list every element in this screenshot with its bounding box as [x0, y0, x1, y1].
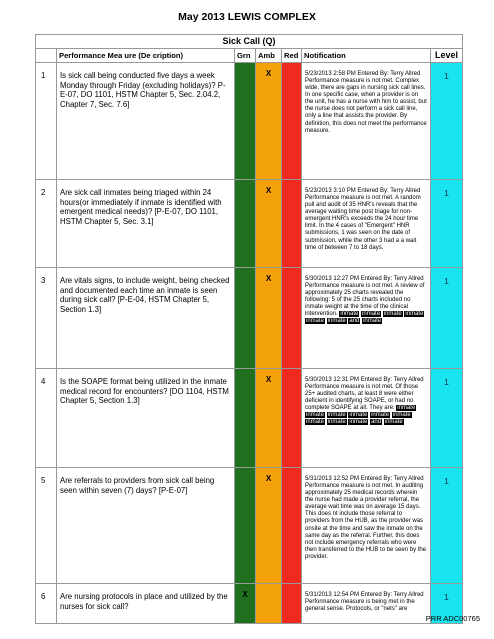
- row-number: 3: [36, 268, 57, 369]
- redacted-name: inmate: [327, 318, 346, 325]
- row-number: 4: [36, 369, 57, 468]
- x-mark: X: [265, 274, 272, 283]
- table-body: [36, 63, 463, 624]
- section-title: Sick Call (Q): [36, 35, 463, 49]
- num-header: [36, 49, 57, 63]
- notification-text: [302, 369, 431, 468]
- level-value: 1: [431, 468, 463, 584]
- redacted-name: inmate: [349, 419, 368, 426]
- amb-cell: [256, 468, 282, 584]
- notification-text: [302, 268, 431, 369]
- grn-cell: [235, 584, 256, 624]
- notification-body: 5/23/2013 2:58 PM Entered By: Terry Allred Performance measure is not met. Complex wide, there are gaps in nursing sick call lines. In one specific case, when a provider is on the unit, he has a nurse with him to assist, but the nurse does not perform a sick call line, only a line that assists the provider. By definition, this does not meet the performance measure.: [305, 71, 427, 134]
- table-row: [36, 468, 463, 584]
- row-number: 1: [36, 63, 57, 180]
- red-cell: [282, 468, 302, 584]
- redacted-name: inmate: [327, 412, 346, 419]
- x-mark: X: [265, 69, 272, 78]
- redacted-name: inmate: [384, 419, 403, 426]
- grn-cell: [235, 468, 256, 584]
- redacted-name: inmate: [383, 311, 402, 318]
- amb-cell: [256, 268, 282, 369]
- x-mark: X: [242, 590, 248, 599]
- notification-body: 5/23/2013 3:10 PM Entered By: Terry Allred Performance measure is not met. A random pull and audit of 35 HNR's reveals that the average waiting time post triage for non-emergent HNR's exceeds the 24 hour time limit. In the 4 cases of "Emergent" HNR submissions, 1 was seen on the date of submission, while the other 3 had a a wait time of between 7 to 18 days.: [305, 188, 421, 251]
- notification-body: 5/30/2013 12:31 PM Entered By: Terry Allred Performance measure is not met. Of those 25+ audited charts, at least 8 were either deficient in identifying SOAPE, or had no complete SOAPE at all. They are:: [305, 377, 424, 412]
- redacted-name: inmate: [349, 412, 368, 419]
- amb-header: Amb: [256, 49, 282, 63]
- redacted-name: inmate: [405, 311, 424, 318]
- amb-cell: [256, 63, 282, 180]
- redacted-name: inmate: [340, 311, 359, 318]
- red-header: Red: [282, 49, 302, 63]
- redacted-name: inmate: [392, 412, 411, 419]
- level-header: Level: [431, 49, 463, 63]
- question-text: Are sick call inmates being triaged within 24 hours(or immediately if inmate is identified with emergent medical needs)? [P-E-07, DO 1101, HSTM Chapter 5, Sec. 3.1]: [57, 180, 235, 268]
- red-cell: [282, 369, 302, 468]
- level-value: 1: [431, 180, 463, 268]
- notification-text: [302, 468, 431, 584]
- redacted-name: inmate: [363, 318, 382, 325]
- notification-header: Notification: [302, 49, 431, 63]
- redacted-name: inmate: [306, 419, 325, 426]
- x-mark: X: [265, 186, 272, 195]
- table-row: [36, 369, 463, 468]
- page-title: May 2013 LEWIS COMPLEX: [178, 11, 316, 23]
- grn-cell: [235, 268, 256, 369]
- x-mark: X: [265, 375, 272, 384]
- grn-cell: [235, 63, 256, 180]
- notification-body: 5/30/2013 12:27 PM Entered By: Terry Allred Performance measure is not met. A review of approximately 25 charts revealed the following: 5 of the 25 charts included no inmate weight at the time of the clinical intervention.: [305, 276, 425, 318]
- notification-text: [302, 584, 431, 624]
- grn-cell: [235, 369, 256, 468]
- notification-body: 5/31/2013 12:52 PM Entered By: Terry Allred Performance measure is not met. In auditing approximately 25 medical records wherein the nurse had made a provider referral, the average wait time was on average 15 days. This does nt include those referral to providers from the HUB, as the provider was onsite at the time and saw the inmate on the same day as the referral. Further, this does not include emergency referrals who were then transferred to the HUB to be seen by the provider.: [305, 476, 427, 560]
- redacted-name: inmate: [397, 405, 416, 412]
- notification-body: 5/31/2013 12:54 PM Entered By: Terry Allred Performance measure is being met in the general sense. Protocols, or "nets" are: [305, 592, 424, 613]
- amb-cell: [256, 180, 282, 268]
- question-text: Are vitals signs, to include weight, being checked and documented each time an inmate is seen during sick call? [P-E-04, HSTM Chapter 5, Section 1.3]: [57, 268, 235, 369]
- amb-cell: [256, 369, 282, 468]
- red-cell: [282, 584, 302, 624]
- level-value: 1: [431, 268, 463, 369]
- question-text: Are referrals to providers from sick call being seen within seven (7) days? [P-E-07]: [57, 468, 235, 584]
- redacted-name: inmate: [362, 311, 381, 318]
- question-text: Are nursing protocols in place and utilized by the nurses for sick call?: [57, 584, 235, 624]
- level-value: 1: [431, 584, 463, 624]
- level-value: 1: [431, 63, 463, 180]
- row-number: 2: [36, 180, 57, 268]
- redacted-name: inmate: [371, 412, 390, 419]
- level-value: 1: [431, 369, 463, 468]
- performance-header: Performance Mea ure (De cription): [57, 49, 235, 63]
- table-row: [36, 268, 463, 369]
- table-row: [36, 180, 463, 268]
- redacted-name: inmate: [306, 412, 325, 419]
- grn-cell: [235, 180, 256, 268]
- row-number: 6: [36, 584, 57, 624]
- table-row: [36, 584, 463, 624]
- x-mark: X: [265, 474, 272, 483]
- footer-code: PRR ADC00765: [425, 614, 480, 623]
- question-text: Is the SOAPE format being utilized in the inmate medical record for encounters? [DO 1104, HSTM Chapter 5, Section 1.3]: [57, 369, 235, 468]
- row-number: 5: [36, 468, 57, 584]
- sick-call-table: [35, 34, 463, 624]
- redacted-name: inmate: [327, 419, 346, 426]
- redacted-name: and: [371, 419, 382, 426]
- table-row: [36, 63, 463, 180]
- notification-text: [302, 63, 431, 180]
- red-cell: [282, 180, 302, 268]
- grn-header: Grn: [235, 49, 256, 63]
- red-cell: [282, 268, 302, 369]
- redacted-name: inmate: [306, 318, 325, 325]
- amb-cell: [256, 584, 282, 624]
- redacted-name: and: [349, 318, 360, 325]
- notification-text: [302, 180, 431, 268]
- red-cell: [282, 63, 302, 180]
- question-text: Is sick call being conducted five days a week Monday through Friday (excluding holidays)? P-E-07, DO 1101, HSTM Chapter 5, Sec. 2.04.2, Chapter 7, Sec. 7.6]: [57, 63, 235, 180]
